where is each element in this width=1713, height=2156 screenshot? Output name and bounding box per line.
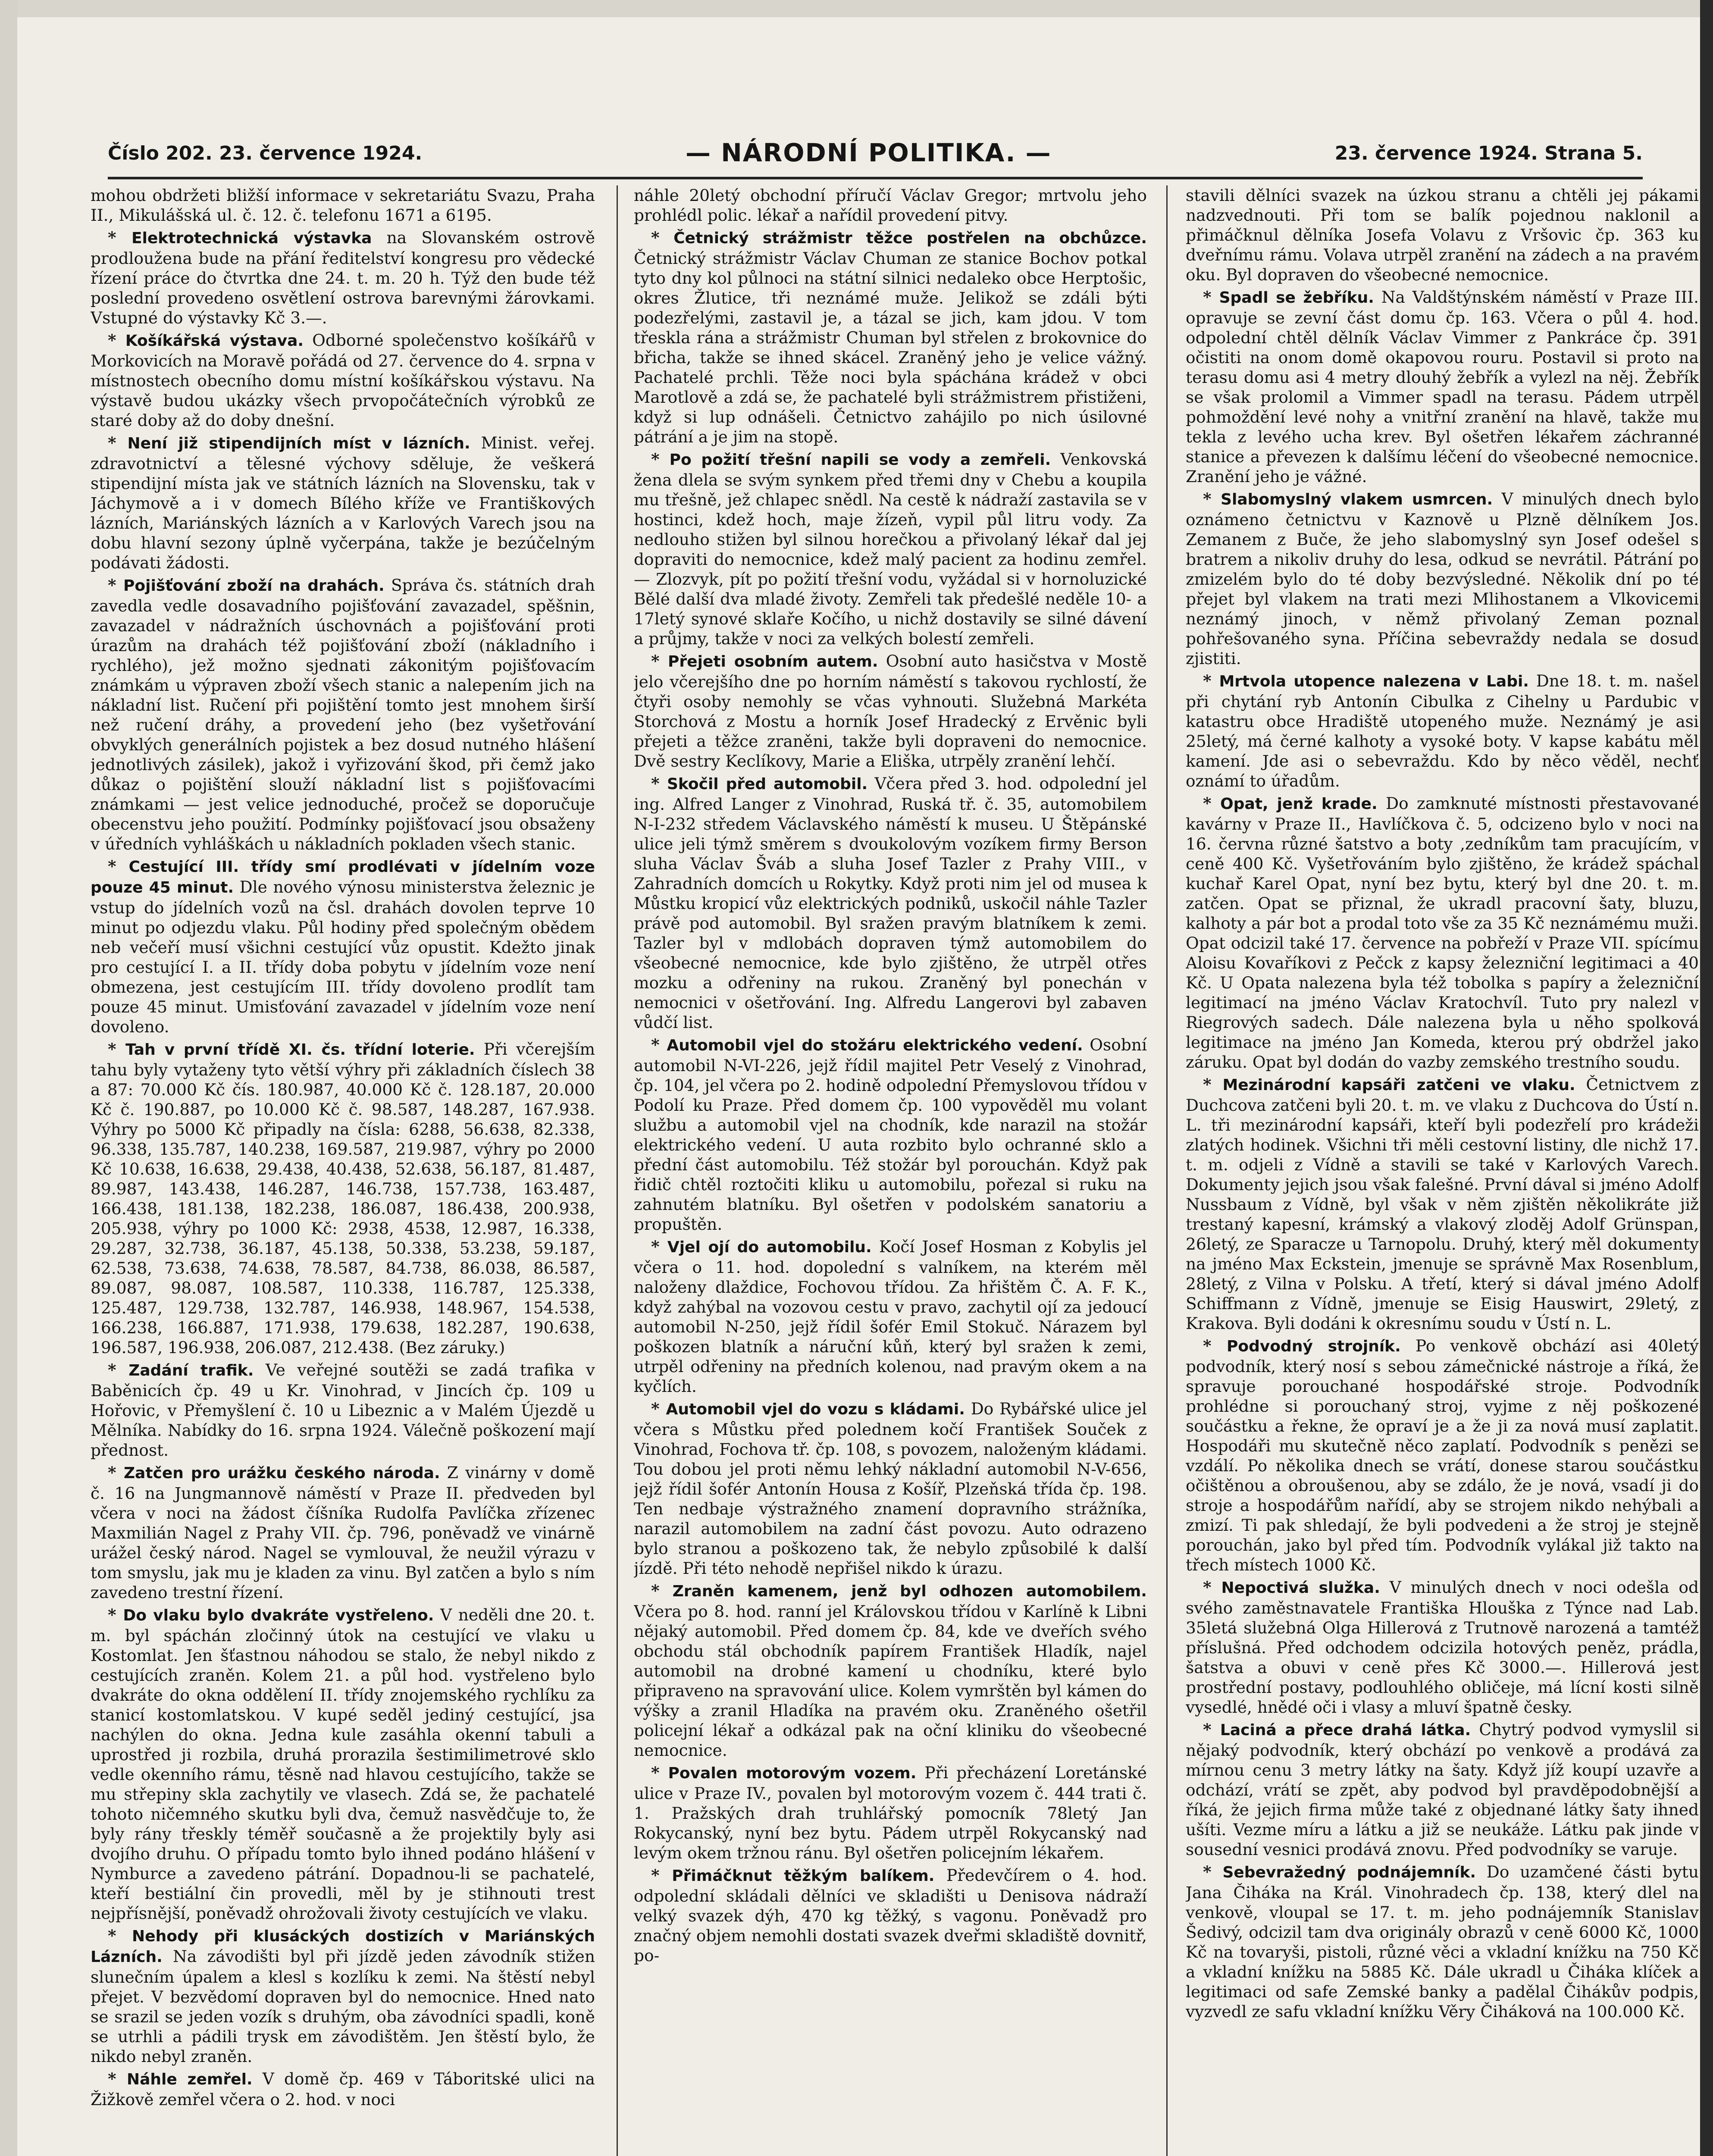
article-body: Na Valdštýnském náměstí v Praze III. opravuje se zevní část domu čp. 163. Včera o půl 4. hod. odpolední chtěl dělník Václav Vimmer z Pankráce čp. 391 očistiti na onom domě okapovou rouru. Postavil si proto na terasu domu asi 4 metry dlouhý žebřík a vylezl na něj. Žebřík se však prolomil a Vimmer spadl na terasu. Pádem utrpěl pohmoždění levé nohy a vnitřní zranění na hlavě, takže mu tekla z levého ucha krev. Byl ošetřen lékařem záchranné stanice a převezen k dalšímu léčení do všeobecné nemocnice. Zranění jeho je vážné. [1186,288,1699,486]
article-bullet: * [651,1237,667,1256]
article-headline: Opat, jenž krade. [1220,795,1378,813]
article-headline: Nepoctivá služka. [1221,1579,1380,1597]
article-headline: Přejeti osobním autem. [668,653,878,671]
article-headline: Elektrotechnická výstavka [131,229,372,247]
article-paragraph [91,1605,595,1923]
article-bullet: * [1203,794,1221,813]
article-headline: Nehody při klusáckých dostizích v Mariánských Lázních. [91,1927,595,1966]
masthead-title: — NÁRODNÍ POLITIKA. — [686,138,1052,167]
article-headline: Zatčen pro urážku českého národa. [123,1464,440,1482]
article-headline: Po požití třešní napili se vody a zemřeli. [669,451,1051,469]
article-body: Do zamknuté místnosti přestavované kavárny v Praze II., Havlíčkova č. 5, odcizeno bylo v noci na 16. června různé šatstvo a boty ,zedníkům tam pracujícím, v ceně 400 Kč. Vyšetřováním bylo zjištěno, že krádež spáchal kuchař Karel Opat, nyní bez bytu, který byl dne 20. t. m. zatčen. Opat se přiznal, že ukradl pracovní šaty, bluzu, kalhoty a pár bot a prodal toto vše za 35 Kč neznámému muži. Opat odcizil také 17. července na pobřeží v Praze VII. spícímu Aloisu Kovaříkovi z Pečck z kapsy železniční legitimaci a 40 Kč. U Opata nalezena byla též tobolka s papíry a železniční legitimací na jméno Václav Kratochvíl. Tuto pry nalezl v Riegrových sadech. Dále nalezena byla u něho spolková legitimace na jméno Jan Komeda, kterou prý obdržel jako záruku. Opat byl dodán do vazby zemského trestního soudu. [1186,794,1699,1072]
article-body: Z vinárny v domě č. 16 na Jungmannově náměstí v Praze II. předveden byl včera v noci na žádost číšníka Rudolfa Pavlíčka zřízenec Maxmilián Nagel z Prahy VII. čp. 796, poněvadž ve vinárně urážel český národ. Nagel se vymlouval, že neužil výrazu v tom smyslu, jak mu je kladen za vinu. Byl zatčen a bylo s ním zavedeno trestní řízení. [91,1463,595,1602]
article-paragraph [634,1763,1147,1863]
article-headline: Tah v první třídě XI. čs. třídní loterie. [125,1041,475,1059]
article-bullet: * [108,1360,129,1379]
article-paragraph [634,1035,1147,1234]
article-body: Včera před 3. hod. odpolední jel ing. Alfred Langer z Vinohrad, Ruská tř. č. 35, automobilem N-I-232 středem Václavského náměstí k museu. U Štěpánské ulice jeli týmž směrem s dvoukolovým vozíkem firmy Berson sluha Václav Šváb a sluha Josef Tazler z Prahy VIII., v Zahradních domcích u Rokytky. Když proti nim jel od musea k Můstku kropicí vůz elektrických podniků, uskočil náhle Tazler právě pod automobil. Byl sražen pravým blatníkem k zemi. Tazler byl v mdlobách dopraven týmž automobilem do všeobecné nemocnice, kde bylo zjištěno, že utrpěl otřes mozku a odřeniny na rukou. Zraněný byl ponechán v nemocnici v ošetřování. Ing. Alfredu Langerovi byl zabaven vůdčí list. [634,774,1147,1032]
article-body: Na závodišti byl při jízdě jeden závodník stižen slunečním úpalem a klesl s kozlíku k zemi. Na štěstí nebyl přejet. V bezvědomí dopraven byl do nemocnice. Hned nato se srazil se jeden vozík s druhým, oba závodníci spadli, koně se utrhli a pádili trysk em závodištěm. Jen štěstí bylo, že nikdo nebyl zraněn. [91,1947,595,2066]
article-paragraph [1186,1336,1699,1575]
article-body: Ve veřejné soutěži se zadá trafika v Baběnicích čp. 49 u Kr. Vinohrad, v Jincích čp. 109 u Hořovic, v Přemyšlení č. 10 u Libeznic a v Malém Újezdě u Mělníka. Nabídky do 16. srpna 1924. Válečně poškození mají přednost. [91,1360,595,1460]
article-paragraph [91,185,595,225]
article-bullet: * [1203,489,1221,508]
article-headline: Vjel ojí do automobilu. [667,1238,872,1256]
article-headline: Automobil vjel do stožáru elektrického vedení. [667,1037,1083,1054]
article-bullet: * [1203,1578,1221,1597]
article-bullet: * [108,857,129,876]
article-paragraph [1186,1862,1699,2021]
article-bullet: * [651,450,670,469]
article-body: Dne 18. t. m. našel při chytání ryb Antonín Cibulka z Cihelny u Pardubic v katastru obce Hradiště utopeného muže. Neznámý je asi 25letý, má černé kalhoty a vysoké boty. V kapse kabátu měl kamení. Jde asi o sebevraždu. Kdo by něco věděl, nechť oznámí to úřadům. [1186,671,1699,790]
page-header [108,138,1643,179]
article-body: Osobní automobil N-VI-226, jejž řídil majitel Petr Veselý z Vinohrad, čp. 104, jel včera po 2. hodině odpolední Přemyslovou třídou v Podolí ku Praze. Před domem čp. 100 vypověděl mu volant službu a automobil vjel na chodník, kde narazil na stožár elektrického vedení. U auta rozbito bylo ochranné sklo a přední část automobilu. Též stožár byl porouchán. Když pak řidič chtěl roztočiti kliku u automobilu, pořezal si ruku na zahnutém blatníku. Byl ošetřen v podolském sanatoriu a propuštěn. [634,1035,1147,1234]
article-headline: Sebevražedný podnájemník. [1222,1864,1476,1881]
article-bullet: * [651,1763,668,1782]
article-bullet: * [651,774,667,793]
article-body: Správa čs. státních drah zavedla vedle dosavadního pojišťování zavazadel, spěšnin, zavazadel v nádražních úschovnách a pojišťování proti úrazům na drahách též pojišťování zboží (nákladního i rychlého), jež možno sjednati zákonitým pojišťovacím známkám u výpraven zboží všech stanic a nalepením jich na nákladní list. Ručení při pojištění tomto jest mnohem širší než ručení dráhy, a provedení jeho (bez vyšetřování obvyklých generálních pojistek a bez dosud nutného hlášení jednotlivých zásilek), jakož i vyřizování škod, při čemž jako důkaz o pojištění slouží nákladní list s pojišťovacími známkami — jest velice jednoduché, pročež se doporučuje obecenstvu jeho použití. Podmínky pojišťovací jsou obsaženy v úředních vyhláškách u nákladních pokladen všech stanic. [91,576,595,853]
article-headline: Povalen motorovým vozem. [668,1764,917,1782]
article-body: Do uzamčené části bytu Jana Čiháka na Král. Vinohradech čp. 138, který dlel na venkově, vloupal se 17. t. m. jeho podnájemník Stanislav Šedivý, odcizil tam dva originály obrazů v ceně 6000 Kč, 1000 Kč na tovaryši, pistoli, různé věci a vkladní knížku na 750 Kč a vkladní knížku na 5885 Kč. Dále ukradl u Čiháka klíček a legitimaci od safe Zemské banky a padělal Čihákův podpis, vyzvedl ze safu vkladní knížku Věry Čiháková na 100.000 Kč. [1186,1862,1699,2021]
article-headline: Náhle zemřel. [126,2071,253,2088]
article-paragraph [1186,671,1699,791]
article-headline: Zraněn kamenem, jenž byl odhozen automobilem. [672,1583,1147,1600]
date-page-number: 23. července 1924. Strana 5. [1334,142,1643,164]
article-paragraph [91,228,595,328]
article-bullet: * [1203,1075,1223,1094]
article-body: náhle 20letý obchodní příručí Václav Gregor; mrtvolu jeho prohlédl polic. lékař a nařídil provedení pitvy. [634,186,1147,225]
article-headline: Četnický strážmistr těžce postřelen na obchůzce. [673,229,1147,247]
article-paragraph [1186,1577,1699,1717]
article-headline: Mrtvola utopence nalezena v Labi. [1219,673,1529,690]
article-body: Při přecházení Loretánské ulice v Praze IV., povalen byl motorovým vozem č. 444 trati č. 1. Pražských drah truhlářský pomocník 78letý Jan Rokycanský, nyní bez bytu. Pádem utrpěl Rokycanský nad levým okem tržnou ránu. Byl ošetřen policejním lékařem. [634,1763,1147,1862]
article-paragraph [91,1039,595,1357]
article-bullet: * [651,228,674,247]
article-paragraph [634,1865,1147,1965]
article-paragraph [634,1581,1147,1760]
column-rule-2 [1166,185,1168,2156]
article-headline: Skočil před automobil. [667,775,868,793]
article-bullet: * [108,433,128,452]
article-headline: Spadl se žebříku. [1219,289,1374,307]
article-paragraph [1186,1720,1699,1859]
article-paragraph [634,449,1147,649]
article-paragraph [634,651,1147,771]
article-headline: Není již stipendijních míst v lázních. [127,435,470,452]
article-paragraph [91,1360,595,1460]
article-headline: Mezinárodní kapsáři zatčeni ve vlaku. [1222,1076,1575,1094]
article-body: mohou obdržeti bližší informace v sekretariátu Svazu, Praha II., Mikulášská ul. č. 12. č. telefonu 1671 a 6195. [91,186,595,225]
article-headline: Pojišťování zboží na drahách. [123,577,385,595]
article-bullet: * [108,1463,124,1482]
article-paragraph [91,1463,595,1602]
article-body: Do Rybářské ulice jel včera s Můstku před polednem kočí František Souček z Vinohrad, Fochova tř. čp. 108, s povozem, naloženým kládami. Tou dobou jel proti němu lehký nákladní automobil N-V-656, jejž řídil šofér Antonín Housa z Košíř, Plzeňská třída čp. 198. Ten nedbaje výstražného znamení dopravního strážníka, narazil automobilem na zadní část povozu. Auto odrazeno bylo stranou a poškozeno tak, že nebylo způsobilé k další jízdě. Při této nehodě nepřišel nikdo k úrazu. [634,1399,1147,1578]
article-body: Odborné společenstvo košíkářů v Morkovicích na Moravě pořádá od 27. července do 4. srpna v místnostech obecního domu místní košíkářskou výstavu. Na výstavě budou ukázky všech prvopočátečních výrobků ze staré doby až do doby dnešní. [91,331,595,430]
article-body: Kočí Josef Hosman z Kobylis jel včera o 11. hod. dopolední s valníkem, na kterém měl naloženy dlaždice, Fochovou třídou. Za hřištěm Č. A. F. K., když zahýbal na vozovou cestu v pravo, zachytil ojí za jedoucí automobil N-250, jejž řídil šofér Emil Stokuč. Nárazem byl poškozen blatník a náruční kůň, který byl sražen k zemi, utrpěl odřeniny na předních kolenou, nad pravým okem a na kyčlích. [634,1237,1147,1396]
article-bullet: * [108,2069,127,2088]
article-headline: Laciná a přece drahá látka. [1220,1721,1471,1739]
article-bullet: * [108,1040,125,1059]
article-body: V minulých dnech v noci odešla od svého zaměstnavatele Františka Hlouška z Týnce nad Lab. 35letá služebná Olga Hillerová z Trutnově narozená a tamtéž příslušná. Před odchodem odcizila hotových peněz, prádla, šatstva a obuvi v ceně přes Kč 3000.—. Hillerová jest prostřední postavy, podlouhlého obličeje, má lícní kosti silně vysedlé, hnědé oči i vlasy a mluví špatně česky. [1186,1578,1699,1717]
scan-edge-top [0,0,1713,17]
article-paragraph [634,1237,1147,1396]
article-bullet: * [651,1581,673,1600]
article-paragraph [1186,287,1699,486]
article-bullet: * [651,1866,672,1885]
article-headline: Cestující III. třídy smí prodlévati v jídelním voze pouze 45 minut. [91,858,595,896]
article-headline: Do vlaku bylo dvakráte vystřeleno. [123,1607,434,1624]
column-1 [91,185,595,2156]
article-paragraph [91,575,595,854]
article-paragraph [91,856,595,1037]
article-bullet: * [108,576,124,595]
article-bullet: * [1203,1336,1227,1355]
article-headline: Přimáčknut těžkým balíkem. [672,1867,935,1885]
article-paragraph [1186,1075,1699,1333]
column-rule-1 [617,185,618,2156]
article-bullet: * [1203,671,1219,690]
article-bullet: * [651,652,668,671]
article-headline: Košíkářská výstava. [125,332,304,350]
article-paragraph [1186,793,1699,1072]
article-paragraph [634,774,1147,1032]
article-body: Minist. veřej. zdravotnictví a tělesné výchovy sděluje, že veškerá stipendijní místa jak ve státních lázních na Slovensku, tak v Jáchymově a i v domech Bílého kříže ve Františkových lázních, Mariánských lázních a v Karlových Varech jsou na dobu hlavní sezony úplně vyčerpána, takže je bezúčelným podávati žádosti. [91,433,595,572]
article-bullet: * [1203,1862,1223,1881]
article-headline: Podvodný strojník. [1226,1338,1401,1355]
article-paragraph [91,330,595,430]
article-bullet: * [651,1399,666,1418]
article-body: Chytrý podvod vymyslil si nějaký podvodník, který obchází po venkově a prodává za mírnou cenu 3 metry látky na šaty. Když jíž koupí uzavře a odchází, vrátí se zpět, aby podvod byl pravděpodobnější a říká, že jejich firma může také z objednané látky šaty ihned ušíti. Vezme míru a látku a již se neukáže. Látku pak jinde v sousední vesnici prodává znovu. Před podvodníky se varuje. [1186,1720,1699,1859]
article-bullet: * [1203,288,1219,307]
article-body: Venkovská žena dlela se svým synkem před třemi dny v Chebu a koupila mu třešně, jež chlapec snědl. Na cestě k nádraží zastavila se v hostinci, kdež hoch, maje žízeň, vypil půl litru vody. Za nedlouho stižen byl silnou horečkou a přivolaný lékař dal jej dopraviti do nemocnice, kdež malý pacient za hodinu zemřel. — Zlozvyk, pít po požití třešní vodu, vyžádal si v hornoluzické Bělé další dva mladé životy. Zemřeli tak předešlé neděle 10- a 17letý synové sklaře Kočího, u nichž dostavily se silné dávení a průjmy, takže v noci za velkých bolestí zemřeli. [634,450,1147,648]
article-headline: Zadání trafik. [128,1362,254,1379]
article-body: V domě čp. 469 v Táboritské ulici na Žižkově zemřel včera o 2. hod. v noci [91,2069,595,2109]
article-paragraph [91,433,595,573]
article-bullet: * [651,1035,667,1054]
article-bullet: * [1203,1720,1220,1739]
article-bullet: * [108,331,125,350]
article-body: Při včerejším tahu byly vytaženy tyto větší výhry při základních číslech 38 a 87: 70.000 Kč čís. 180.987, 40.000 Kč č. 128.187, 20.000 Kč č. 190.887, po 10.000 Kč č. 98.587, 148.287, 167.938. Výhry po 5000 Kč připadly na čísla: 6288, 56.638, 82.338, 96.338, 135.787, 140.238, 169.587, 219.987, výhry po 2000 Kč 10.638, 16.638, 29.438, 40.438, 52.638, 56.187, 81.487, 89.987, 143.438, 146.287, 146.738, 157.738, 163.487, 166.438, 181.138, 182.238, 186.087, 186.438, 200.938, 205.938, výhry po 1000 Kč: 2938, 4538, 12.987, 16.338, 29.287, 32.738, 36.187, 45.138, 50.338, 53.238, 59.187, 62.538, 73.638, 74.638, 78.587, 84.738, 86.038, 86.587, 89.087, 98.087, 108.587, 110.338, 116.787, 125.338, 125.487, 129.738, 132.787, 146.938, 148.967, 154.538, 166.238, 166.887, 171.938, 179.638, 182.287, 190.638, 196.587, 196.938, 206.087, 212.438. (Bez záruky.) [91,1040,595,1357]
article-body: Předevčírem o 4. hod. odpolední skládali dělníci ve skladišti u Denisova nádraží velký svazek dýh, 470 kg těžký, s vagonu. Poněvadž pro značný objem nemohli dostati svazek dveřmi skladiště dovnitř, po- [634,1866,1147,1965]
article-body: Osobní auto hasičstva v Mostě jelo včerejšího dne po horním náměstí s takovou rychlostí, že čtyři osoby nemohly se včas vyhnouti. Služebná Markéta Storchová z Mostu a horník Josef Hradecký z Ervěnic byli přejeti a těžce zraněni, takže byli dopraveni do nemocnice. Dvě sestry Keclíkovy, Marie a Eliška, utrpěly zranění lehčí. [634,652,1147,771]
article-paragraph [634,185,1147,225]
scan-edge-left [0,0,17,2156]
article-body: Dle nového výnosu ministerstva železnic je vstup do jídelních vozů na čsl. drahách dovolen teprve 10 minut po odjezdu vlaku. Půl hodiny před společným obědem neb večeří musí všichni cestující vůz opustit. Kdežto jinak pro cestující I. a II. třídy doba pobytu v jídelním voze není obmezena, jest cestujícím III. třídy dovoleno prodlít tam pouze 45 minut. Umisťování zavazadel v jídelním voze není dovoleno. [91,877,595,1036]
article-paragraph [91,2069,595,2109]
article-bullet: * [108,228,132,247]
article-bullet: * [108,1605,123,1624]
column-3 [1186,185,1699,2156]
article-paragraph [1186,489,1699,668]
article-headline: Automobil vjel do vozu s kládami. [666,1401,965,1418]
article-bullet: * [108,1926,132,1945]
article-paragraph [1186,185,1699,285]
article-body: stavili dělníci svazek na úzkou stranu a chtěli jej pákami nadzvednouti. Při tom se balík pojednou naklonil a přimáčknul dělníka Josefa Volavu z Vršovic čp. 363 ku dveřnímu rámu. Volava utrpěl zranění na zádech a na pravém oku. Byl dopraven do všeobecné nemocnice. [1186,186,1699,284]
issue-number-date: Číslo 202. 23. července 1924. [108,142,423,164]
article-body: Včera po 8. hod. ranní jel Královskou třídou v Karlíně k Libni nějaký automobil. Před domem čp. 84, kde ve dveřích svého obchodu stál obchodník papírem František Hladík, najel automobil na drobné kamení u chodníku, které bylo připraveno na spravování ulice. Kolem vymrštěn byl kámen do výšky a zranil Hladíka na pravém oku. Zraněného ošetřil policejní lékař a odkázal pak na oční kliniku do všeobecné nemocnice. [634,1602,1147,1760]
article-body: na Slovanském ostrově prodloužena bude na přání ředitelství kongresu pro vědecké řízení práce do čtvrtka dne 24. t. m. 20 h. Týž den bude též poslední provedeno osvětlení ostrova barevnými žárovkami. Vstupné do výstavky Kč 3.—. [91,228,595,327]
article-paragraph [634,228,1147,447]
article-body: Po venkově obchází asi 40letý podvodník, který nosí s sebou zámečnické nástroje a říká, že spravuje porouchané hospodářské stroje. Podvodník prohlédne si porouchaný stroj, vyjme z něj poškozené součástku a řekne, že opraví je a že ji za nová musí zaplatit. Hospodáři mu skutečně něco zaplatí. Podvodník s penězi se vzdálí. Po několika dnech se vrátí, donese starou součástku očištěnou a obroušenou, aby se zdálo, že je nová, vsadí ji do stroje a hospodářům nařídí, aby se strojem nikdo nehýbali a zmizí. Ti pak shledají, že byli podvedeni a že stroj je stejně porouchán, jako byl před tím. Podvodník vylákal již takto na třech místech 1000 Kč. [1186,1336,1699,1574]
article-body: Četnictvem z Duchcova zatčeni byli 20. t. m. ve vlaku z Duchcova do Ústí n. L. tři mezinárodní kapsáři, kteří byli podezřelí pro krádeži zlatých hodinek. Všichni tři měli cestovní listiny, dle nichž 17. t. m. odjeli z Vídně a stavili se také v Karlových Varech. Dokumenty jejich jsou však falešné. První dával si jméno Adolf Nussbaum z Vídně, byl však v něm zjištěn několikráte již trestaný kapesní, krámský a vlakový zloděj Adolf Grünspan, 26letý, ze Sparacze u Tarnopolu. Druhý, který měl dokumenty na jméno Max Eckstein, jmenuje se správně Max Rosenblum, 28letý, z Vilna v Polsku. A třetí, který si dával jméno Adolf Schiffmann z Vídně, jmenuje se Eisig Hauswirt, 29letý, z Krakova. Byli dodáni k okresnímu soudu v Ústí n. L. [1186,1075,1699,1333]
article-paragraph [91,1926,595,2066]
article-body: V minulých dnech bylo oznámeno četnictvu v Kaznově u Plzně dělníkem Jos. Zemanem z Buče, že jeho slabomyslný syn Josef odešel s bratrem a nikoliv druhy do lesa, odkud se nevrátil. Pátrání po zmizelém bylo do té doby bezvýsledné. Několik dní po té přejet byl vlakem na trati mezi Mlihostanem a Vlkovicemi neznámý jinoch, v němž přivolaný Zeman poznal pohřešovaného syna. Příčina sebevraždy nedala se dosud zjistiti. [1186,489,1699,668]
column-2 [634,185,1147,2156]
scan-edge-right [1700,0,1713,2156]
article-body: V neděli dne 20. t. m. byl spáchán zločinný útok na cestující ve vlaku u Kostomlat. Jen šťastnou náhodou se stalo, že nebyl nikdo z cestujících zraněn. Kolem 21. a půl hod. vystřeleno bylo dvakráte do okna oddělení II. třídy znojemského rychlíku za stanicí kostomlatskou. V kupé seděl jediný cestující, jsa nachýlen do okna. Jedna kule zasáhla okenní tabuli a uprostřed ji rozbila, druhá prorazila šestimilimetrové sklo vedle okenního rámu, těsně nad hlavou cestujícího, takže se mu střepiny skla zachytily ve vlasech. Zdá se, že pachatelé tohoto ničemného skutku byli dva, čemuž nasvědčuje to, že byly rány třeskly téměř současně a že projektily byly asi dvojího druhu. O případu tomto bylo ihned podáno hlášení v Nymburce a zavedeno pátrání. Dopadnou-li se pachatelé, kteří bestiální čin provedli, měl by je stihnouti trest nejpřísnější, poněvadž ohrožovali životy cestujících ve vlaku. [91,1605,595,1923]
article-headline: Slabomyslný vlakem usmrcen. [1221,491,1493,508]
article-body: Četnický strážmistr Václav Chuman ze stanice Bochov potkal tyto dny kol půlnoci na státní silnici nedaleko obce Herptošic, okres Žlutice, tři neznámé muže. Jelikož se zdáli býti podezřelými, zastavil je, a tázal se jich, kam jdou. V tom třeskla rána a strážmistr Chuman byl střelen z brokovnice do břicha, takže se ihned skácel. Zraněný jeho je velice vážný. Pachatelé prchli. Těže noci byla spáchána krádež v obci Marotlově a zdá se, že pachatelé byli strážmistrem přistiženi, když si lup odnášeli. Četnictvo zahájilo po nich úsilovné pátrání a je jim na stopě. [634,249,1147,446]
article-paragraph [634,1399,1147,1578]
